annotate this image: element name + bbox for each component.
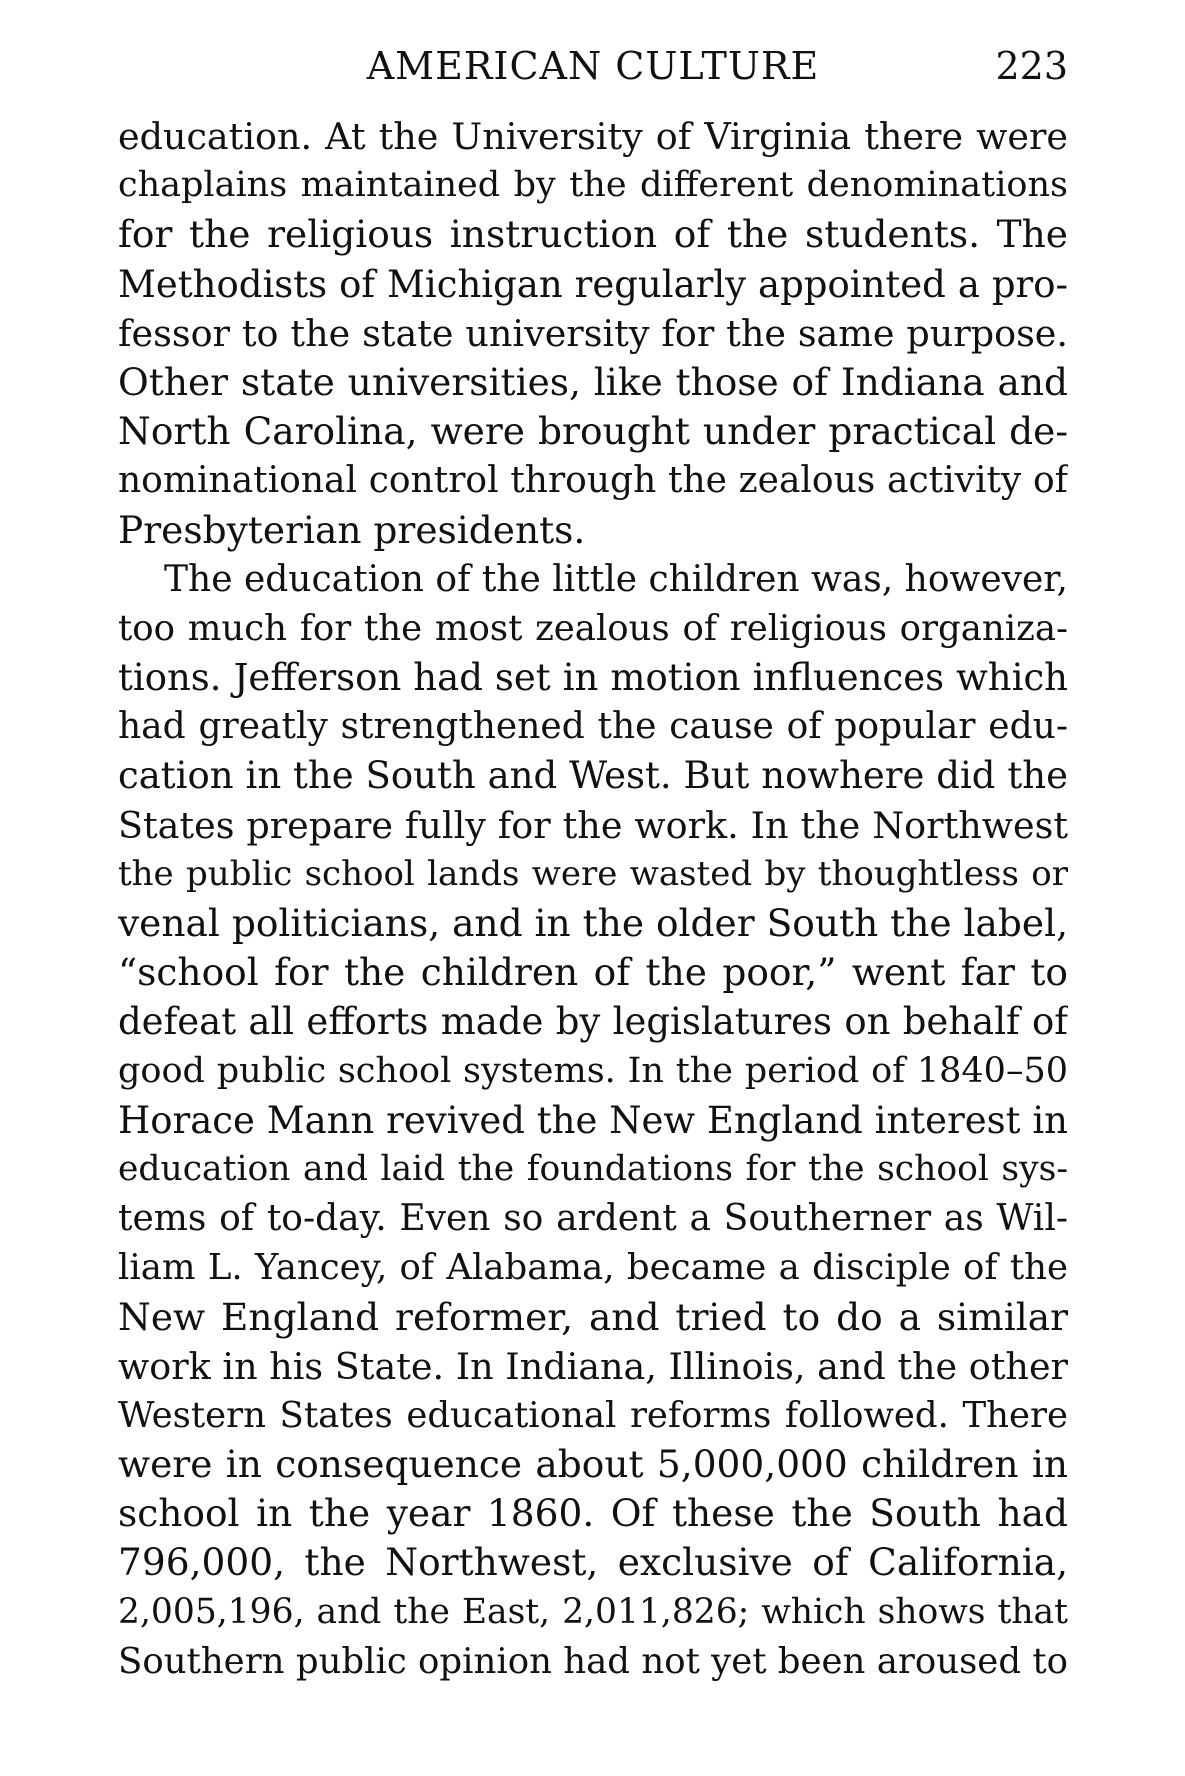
body-text [118,112,1068,1686]
text-line: North Carolina, were brought under practical de- [118,409,1068,454]
text-line: work in his State. In Indiana, Illinois, and the other [118,1344,1068,1388]
text-line: venal politicians, and in the older South the label, [118,901,1068,945]
text-line: tems of to-day. Even so ardent a Southerner as Wil- [118,1198,1068,1240]
text-line: had greatly strengthened the cause of popular edu- [118,706,1068,748]
text-line: nominational control through the zealous activity of [118,460,1068,502]
text-line: cation in the South and West. But nowhere did the [118,754,1068,798]
paragraph-first-line: The education of the little children was, however, [164,558,1068,600]
text-line: good public school systems. In the period of 1840–50 [118,1050,1068,1091]
text-line: Western States educational reforms followed. There [118,1394,1068,1436]
text-line: Other state universities, like those of Indiana and [118,359,1068,404]
text-line: Horace Mann revived the New England interest in [118,1098,1068,1142]
text-line: Southern public opinion had not yet been aroused to [118,1640,1068,1682]
text-line: for the religious instruction of the students. The [118,212,1068,257]
text-line: Methodists of Michigan regularly appointed a pro- [118,262,1068,306]
text-line: the public school lands were wasted by thoughtless or [118,853,1068,894]
text-line: liam L. Yancey, of Alabama, became a disciple of the [118,1247,1068,1289]
text-line: fessor to the state university for the same purpose. [118,311,1068,355]
text-line: tions. Jefferson had set in motion influences which [118,656,1068,700]
text-line: too much for the most zealous of religious organiza- [118,607,1068,649]
page-number: 223 [995,44,1068,88]
text-line: school in the year 1860. Of these the South had [118,1491,1068,1536]
text-line: 796,000, the Northwest, exclusive of California, [118,1540,1068,1585]
text-line: New England reformer, and tried to do a similar [118,1294,1068,1339]
text-line: 2,005,196, and the East, 2,011,826; which shows that [118,1591,1068,1632]
paragraph-end-line: Presbyterian presidents. [118,507,586,552]
text-line: defeat all efforts made by legislatures on behalf of [118,1000,1068,1044]
text-line: education and laid the foundations for the school sys- [118,1148,1068,1189]
text-line: education. At the University of Virginia there were [118,115,1068,158]
text-line: were in consequence about 5,000,000 children in [118,1442,1068,1487]
text-line: chaplains maintained by the different denominations [118,165,1068,206]
running-head [118,36,1068,96]
text-line: States prepare fully for the work. In the Northwest [118,803,1068,847]
text-line: “school for the children of the poor,” went far to [118,950,1068,995]
running-title: AMERICAN CULTURE [366,44,820,88]
